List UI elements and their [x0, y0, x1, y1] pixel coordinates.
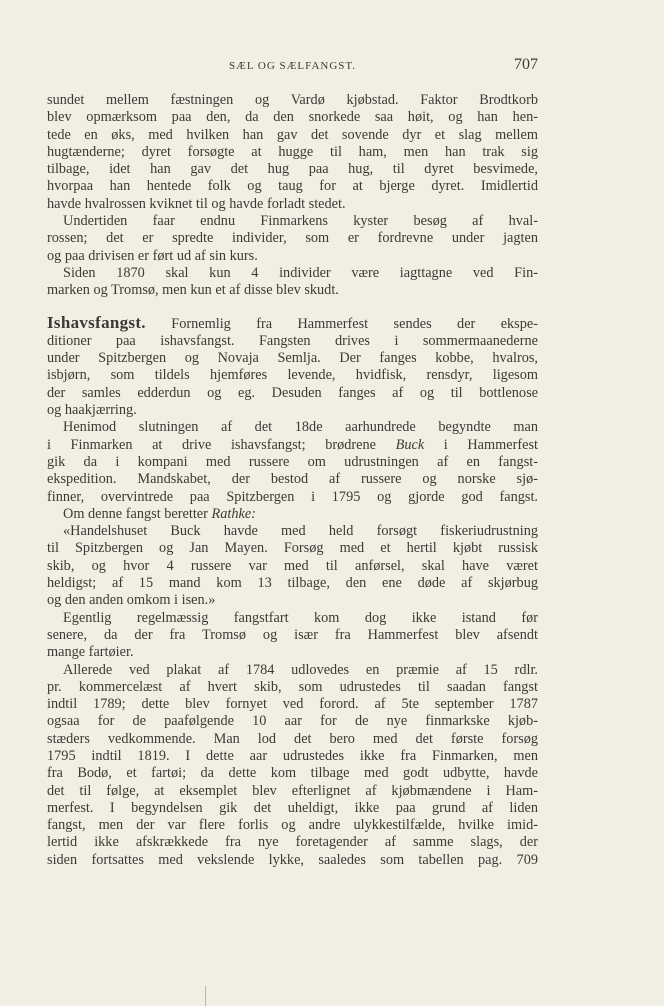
text-line: og den anden omkom i isen.»	[47, 592, 216, 609]
text-line: Undertiden faar endnu Finmarkens kyster besøg af hval-	[63, 213, 538, 230]
text-line: ditioner paa ishavsfangst. Fangsten drives i sommermaanederne	[47, 332, 538, 349]
text-line: og haakjærring.	[47, 402, 137, 419]
text-line: ogsaa for de paafølgende 10 aar for de nye finmarkske kjøb-	[47, 713, 538, 730]
text-line: under Spitzbergen og Novaja Semlja. Der fanges kobbe, hvalros,	[47, 350, 538, 367]
text-line: skib, og hvor 4 russere var med til anførsel, skal have været	[47, 557, 538, 574]
text-line: sundet mellem fæstningen og Vardø kjøbstad. Faktor Brodtkorb	[47, 92, 538, 108]
text-line: finner, overvintrede paa Spitzbergen i 1795 og gjorde god fangst.	[47, 488, 538, 505]
text-line: fra Bodø, et fartøi; da dette kom tilbage med godt udbytte, havde	[47, 765, 538, 782]
paragraph-gap	[47, 300, 538, 314]
text-fragment: Fornemlig fra Hammerfest sendes der ekspe-	[171, 315, 539, 332]
text-line	[47, 506, 538, 523]
text-line: «Handelshuset Buck havde med held forsøgt fiskeriudrustning	[63, 523, 538, 540]
text-line: 1795 indtil 1819. I dette aar udrustedes ikke fra Finmarken, men	[47, 747, 538, 764]
text-line: siden fortsattes med vekslende lykke, saaledes som tabellen pag. 709	[47, 851, 538, 868]
text-line: tilbage, idet han gav det hug paa hug, til dyret besvimede,	[47, 161, 538, 178]
text-line: senere, da der fra Tromsø og især fra Hammerfest blev afsendt	[47, 626, 538, 643]
text-line: mange fartøier.	[47, 644, 134, 661]
text-line: og paa drivisen er ført ud af sin kurs.	[47, 247, 258, 264]
text-line: fangst, men der var flere forlis og andre ulykkestilfælde, hvilke imid-	[47, 817, 538, 834]
text-fragment: Om denne fangst beretter	[63, 505, 208, 522]
running-title: SÆL OG SÆLFANGST.	[228, 60, 357, 72]
text-line: Egentlig regelmæssig fangstfart kom dog ikke istand før	[63, 609, 538, 626]
text-line: til Spitzbergen og Jan Mayen. Forsøg med et hertil kjøbt russisk	[47, 540, 538, 557]
text-line: hugtænderne; dyret forsøgte at hugge til ham, men han trak sig	[47, 143, 538, 160]
gutter-mark	[205, 986, 206, 1006]
text-line: hvorpaa han hentede folk og taug for at bjerge dyret. Imidlertid	[47, 178, 538, 195]
text-line: stæders vedkommende. Man lod det bero med det første forsøg	[47, 730, 538, 747]
page-number: 707	[514, 56, 538, 73]
text-line: ekspedition. Mandskabet, der bestod af russere og norske sjø-	[47, 471, 538, 488]
text-line: heldigst; af 15 mand kom 13 tilbage, den ene døde af skjørbug	[47, 575, 538, 592]
page-header	[47, 56, 538, 80]
italic-name: Rathke:	[211, 505, 256, 522]
italic-name: Buck	[395, 436, 425, 453]
text-line	[47, 314, 538, 333]
text-line: tede en øks, med hvilken han gav det sovende dyr et slag mellem	[47, 126, 538, 143]
text-line: Siden 1870 skal kun 4 individer være iagttagne ved Fin-	[63, 264, 538, 281]
section-heading: Ishavsfangst.	[47, 312, 146, 332]
text-fragment: i Finmarken at drive ishavsfangst; brødrene	[47, 436, 376, 453]
text-line: havde hvalrossen kviknet til og havde forladt stedet.	[47, 195, 346, 212]
text-line: pr. kommercelæst af hvert skib, som udrustedes til saadan fangst	[47, 678, 538, 695]
text-line: marken og Tromsø, men kun et af disse blev skudt.	[47, 282, 339, 299]
text-line: isbjørn, som tildels hjemføres levende, hvidfisk, rensdyr, ligesom	[47, 367, 538, 384]
text-line: gik da i kompani med russere om udrustningen af en fangst-	[47, 453, 538, 470]
text-fragment: i Hammerfest	[443, 436, 538, 453]
body-text	[47, 92, 538, 869]
text-line: rossen; det er spredte individer, som er fordrevne under jagten	[47, 230, 538, 247]
text-line: indtil 1789; dette blev fornyet ved forord. af 5te september 1787	[47, 696, 538, 713]
text-line: Henimod slutningen af det 18de aarhundrede begyndte man	[63, 419, 538, 436]
text-line: blev opmærksom paa den, da den snorkede saa høit, og han hen-	[47, 109, 538, 126]
text-line: Allerede ved plakat af 1784 udlovedes en præmie af 15 rdlr.	[63, 661, 538, 678]
text-line: der samles edderdun og eg. Desuden fanges af og til bottlenose	[47, 384, 538, 401]
text-line: lertid ikke afskrækkede fra nye foretagender af samme slags, der	[47, 834, 538, 851]
text-line: merfest. I begyndelsen gik det uheldigt, ikke paa grund af liden	[47, 799, 538, 816]
text-line: det til følge, at eksemplet blev efterlignet af kjøbmændene i Ham-	[47, 782, 538, 799]
text-line	[47, 437, 538, 454]
